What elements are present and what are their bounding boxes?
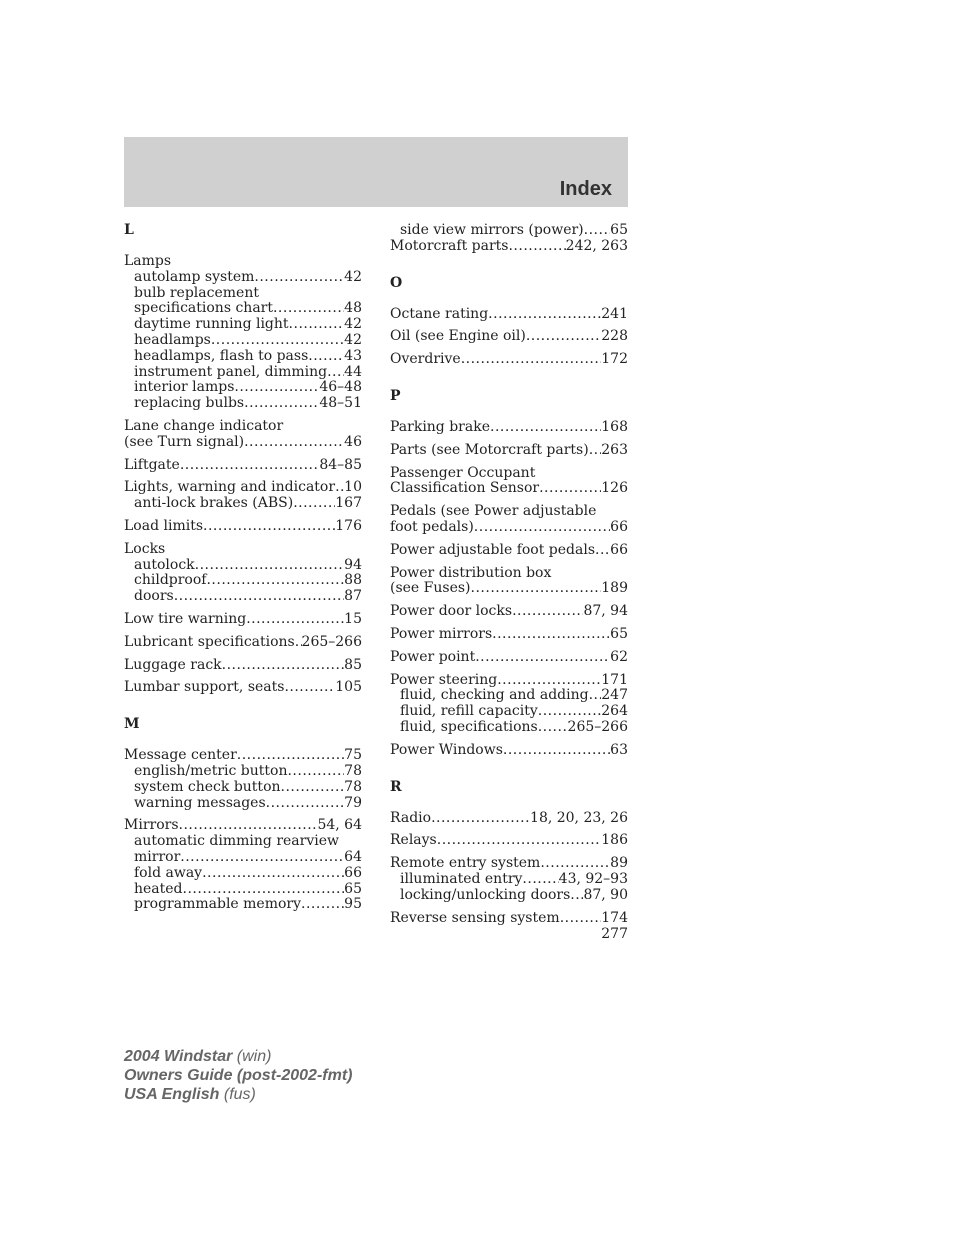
index-term [390,307,628,323]
entry-text: Mirrors [124,817,179,834]
dot-leader [522,872,558,888]
entry-page-ref: 66 [610,518,628,535]
index-subentry [124,558,362,574]
section-letter: P [390,387,401,404]
entry-text: Passenger Occupant [390,464,536,481]
index-subentry [390,223,628,239]
index-term [390,352,628,368]
entry-text: daytime running light [134,316,289,333]
index-subentry [124,333,362,349]
index-subentry [124,850,362,866]
index-subentry [124,396,362,412]
index-term [390,420,628,436]
dot-leader [538,720,568,736]
index-subentry [124,270,362,286]
dot-leader [540,856,610,872]
index-entry [124,612,362,628]
entry-text: system check button [134,778,281,795]
index-entry [390,443,628,459]
dot-leader [475,650,610,666]
entry-text: locking/unlocking doors [400,886,571,903]
dot-leader [526,329,601,345]
dot-leader [281,780,345,796]
letter-gap [124,239,362,254]
section-letter: O [390,274,403,291]
index-subentry [124,496,362,512]
letter-gap [390,292,628,307]
entry-page-ref: 54, 64 [317,817,362,834]
dot-leader [584,223,611,239]
entry-page-ref: 15 [344,610,362,627]
entry-page-ref: 126 [601,480,628,497]
entry-page-ref: 241 [601,305,628,322]
dot-leader [471,581,602,597]
entry-page-ref: 186 [601,832,628,849]
entry-page-ref: 263 [601,441,628,458]
index-term [124,635,362,651]
index-entry [124,519,362,535]
index-entry [390,504,628,536]
entry-page-ref: 265–266 [567,718,628,735]
dot-leader [244,396,319,412]
dot-leader [508,239,565,255]
index-subentry [124,349,362,365]
dot-leader [222,658,345,674]
footer-line-3 [124,1085,352,1104]
index-column-left [124,223,362,920]
dot-leader [284,680,335,696]
dot-leader [589,688,602,704]
dot-leader [273,301,344,317]
dot-leader [237,748,344,764]
entry-page-ref: 94 [344,556,362,573]
index-subentry [124,317,362,333]
dot-leader [492,627,610,643]
entry-text: anti-lock brakes (ABS) [134,495,294,512]
dot-leader [293,496,335,512]
index-entry [124,818,362,913]
entry-text: Lamps [124,253,172,269]
index-term [390,504,628,520]
entry-text: Oil (see Engine oil) [390,328,526,345]
entry-text: Power door locks [390,603,513,620]
entry-page-ref: 62 [610,648,628,665]
dot-leader [512,604,583,620]
index-term [390,604,628,620]
dot-leader [195,558,345,574]
index-term [390,811,628,827]
dot-leader [308,349,344,365]
dot-leader [461,352,602,368]
entry-page-ref: 48 [344,300,362,317]
index-term [124,818,362,834]
entry-page-ref: 88 [344,572,362,589]
index-entry [390,856,628,903]
entry-text: Luggage rack [124,656,222,673]
dot-leader [538,704,602,720]
entry-text: Radio [390,809,432,826]
entry-page-ref: 95 [344,896,362,913]
footer-vehicle-code: (win) [236,1048,272,1065]
entry-text: Low tire warning [124,610,247,627]
index-entry [390,673,628,736]
entry-text: Overdrive [390,351,461,368]
index-term [390,833,628,849]
entry-text: heated [134,880,183,897]
dot-leader [289,317,345,333]
document-footer [124,1047,352,1104]
entry-text: headlamps [134,331,211,348]
dot-leader [490,420,601,436]
entry-text: bulb replacement [134,284,259,301]
dot-leader [560,911,602,927]
entry-page-ref: 79 [344,794,362,811]
dot-leader [437,833,602,849]
entry-text: Power adjustable foot pedals [390,541,596,558]
entry-page-ref: 66 [344,864,362,881]
entry-page-ref: 189 [601,580,628,597]
entry-text: Lubricant specifications [124,633,295,650]
entry-text: Relays [390,832,437,849]
index-entry [124,542,362,605]
dot-leader [497,673,601,689]
index-subentry [124,882,362,898]
entry-text: (see Fuses) [390,580,471,597]
index-subentry [390,688,628,704]
entry-page-ref: 171 [601,671,628,688]
index-term [390,520,628,536]
index-term [124,519,362,535]
index-subentry [390,872,628,888]
dot-leader [431,811,530,827]
dot-leader [266,796,345,812]
entry-page-ref: 87 [344,588,362,605]
entry-page-ref: 228 [601,328,628,345]
footer-line-1 [124,1047,352,1066]
index-term [390,566,628,582]
section-gap [390,262,628,276]
entry-page-ref: 78 [344,778,362,795]
entry-page-ref: 87, 90 [583,886,628,903]
index-entry [390,811,628,827]
dot-leader [180,458,320,474]
entry-page-ref: 64 [344,848,362,865]
index-entry [390,833,628,849]
index-term [390,581,628,597]
dot-leader [335,480,344,496]
index-subentry [390,704,628,720]
entry-page-ref: 43, 92–93 [558,870,628,887]
page-title: Index [559,178,612,200]
entry-page-ref: 42 [344,316,362,333]
entry-text: automatic dimming rearview [134,833,340,850]
entry-text: Parts (see Motorcraft parts) [390,441,589,458]
entry-text: (see Turn signal) [124,433,245,450]
letter-gap [390,796,628,811]
index-subentry [124,589,362,605]
index-entry [390,352,628,368]
index-term [124,419,362,435]
dot-leader [301,897,344,913]
entry-text: fluid, refill capacity [400,703,538,720]
dot-leader [180,850,344,866]
entry-text: foot pedals) [390,518,474,535]
section-gap [390,375,628,389]
letter-gap [124,733,362,748]
index-subentry [124,573,362,589]
entry-text: Classification Sensor [390,480,540,497]
dot-leader [570,888,583,904]
entry-page-ref: 46 [344,433,362,450]
entry-text: headlamps, flash to pass [134,347,309,364]
entry-page-ref: 46–48 [319,379,362,396]
dot-leader [183,882,345,898]
index-subentry [124,780,362,796]
index-term [390,466,628,482]
index-term [390,911,628,927]
entry-text: Motorcraft parts [390,237,509,254]
entry-text: Remote entry system [390,855,541,872]
entry-text: replacing bulbs [134,395,245,412]
index-term [390,673,628,689]
index-entry [390,650,628,666]
entry-text: autolock [134,556,195,573]
letter-gap [390,405,628,420]
dot-leader [595,543,610,559]
index-term [390,443,628,459]
entry-page-ref: 87, 94 [583,603,628,620]
index-term [124,612,362,628]
dot-leader [287,764,344,780]
entry-text: Power mirrors [390,625,493,642]
index-entry [390,420,628,436]
footer-line-2 [124,1066,352,1085]
index-header-band [124,137,628,207]
entry-text: Liftgate [124,456,180,473]
dot-leader [503,743,610,759]
index-entry [390,566,628,598]
entry-page-ref: 10 [344,479,362,496]
dot-leader [589,443,602,459]
entry-page-ref: 168 [601,418,628,435]
entry-text: english/metric button [134,762,288,779]
entry-text: programmable memory [134,896,302,913]
index-term [124,435,362,451]
dot-leader [203,519,335,535]
index-term [390,543,628,559]
index-term [124,480,362,496]
dot-leader [246,612,344,628]
dot-leader [488,307,601,323]
dot-leader [206,573,344,589]
entry-text: illuminated entry [400,870,523,887]
index-subentry [124,365,362,381]
dot-leader [179,818,318,834]
entry-page-ref: 48–51 [319,395,362,412]
entry-text: Power Windows [390,741,503,758]
index-entry [124,419,362,451]
entry-page-ref: 105 [335,679,362,696]
entry-text: Power distribution box [390,564,552,581]
entry-page-ref: 176 [335,517,362,534]
entry-page-ref: 42 [344,331,362,348]
index-entry [390,911,628,927]
entry-page-ref: 85 [344,656,362,673]
entry-text: Power steering [390,671,498,688]
index-entry [124,680,362,696]
index-term [390,329,628,345]
index-term [124,542,362,558]
index-term [390,627,628,643]
entry-page-ref: 174 [601,909,628,926]
entry-page-ref: 167 [335,495,362,512]
index-term [124,748,362,764]
entry-page-ref: 264 [601,703,628,720]
entry-text: mirror [134,848,181,865]
footer-guide: Owners Guide (post-2002-fmt) [124,1067,353,1084]
entry-text: autolamp system [134,268,255,285]
index-subentry [124,866,362,882]
index-subentry [124,796,362,812]
entry-page-ref: 89 [610,855,628,872]
entry-text: interior lamps [134,379,235,396]
dot-leader [174,589,344,605]
entry-text: Locks [124,540,166,557]
entry-page-ref: 75 [344,747,362,764]
footer-language-code: (fus) [223,1086,256,1103]
dot-leader [202,866,344,882]
entry-page-ref: 65 [610,222,628,238]
index-entry [124,748,362,811]
index-subentry [124,834,362,850]
index-entry [390,223,628,255]
entry-text: Message center [124,747,237,764]
index-subentry [124,764,362,780]
entry-text: fluid, checking and adding [400,687,589,704]
index-subentry [390,888,628,904]
entry-page-ref: 42 [344,268,362,285]
entry-text: side view mirrors (power) [400,222,584,238]
index-entry [390,543,628,559]
entry-text: instrument panel, dimming [134,363,328,380]
index-subentry [124,301,362,317]
index-entry [124,254,362,412]
entry-text: Reverse sensing system [390,909,560,926]
index-term [124,680,362,696]
dot-leader [327,365,344,381]
entry-page-ref: 84–85 [319,456,362,473]
dot-leader [254,270,344,286]
dot-leader [234,380,319,396]
entry-page-ref: 43 [344,347,362,364]
index-entry [390,743,628,759]
entry-text: specifications chart [134,300,273,317]
section-letter: L [124,222,134,238]
entry-page-ref: 65 [610,625,628,642]
index-term [390,239,628,255]
entry-page-ref: 63 [610,741,628,758]
dot-leader [539,481,601,497]
dot-leader [474,520,610,536]
index-entry [124,480,362,512]
section-gap [124,703,362,717]
dot-leader [244,435,344,451]
index-entry [390,307,628,323]
entry-text: Lights, warning and indicator [124,479,336,496]
entry-page-ref: 78 [344,762,362,779]
index-subentry [124,897,362,913]
dot-leader [211,333,344,349]
page-number: 277 [601,926,628,942]
index-term [124,254,362,270]
entry-page-ref: 172 [601,351,628,368]
entry-text: Power point [390,648,476,665]
index-entry [390,329,628,345]
entry-page-ref: 265–266 [301,633,362,650]
index-entry [390,466,628,498]
entry-text: warning messages [134,794,266,811]
section-gap [390,766,628,780]
index-term [390,481,628,497]
index-entry [124,635,362,651]
entry-text: Pedals (see Power adjustable [390,503,597,520]
entry-page-ref: 18, 20, 23, 26 [530,809,628,826]
section-letter: M [124,716,140,733]
index-entry [390,627,628,643]
entry-text: fold away [134,864,203,881]
index-entry [124,658,362,674]
entry-text: doors [134,588,174,605]
entry-page-ref: 66 [610,541,628,558]
entry-page-ref: 44 [344,363,362,380]
index-subentry [124,380,362,396]
entry-text: fluid, specifications [400,718,538,735]
index-term [390,743,628,759]
footer-vehicle: 2004 Windstar [124,1048,233,1065]
index-entry [390,604,628,620]
entry-page-ref: 247 [601,687,628,704]
index-term [390,650,628,666]
entry-page-ref: 242, 263 [565,237,628,254]
section-letter: R [390,778,402,795]
entry-text: Lumbar support, seats [124,679,285,696]
footer-language: USA English [124,1086,220,1103]
index-entry [124,458,362,474]
entry-text: Octane rating [390,305,489,322]
entry-page-ref: 65 [344,880,362,897]
dot-leader [295,635,302,651]
index-term [390,856,628,872]
entry-text: Load limits [124,517,204,534]
index-subentry [390,720,628,736]
entry-text: Lane change indicator [124,417,284,434]
entry-text: childproof [134,572,207,589]
index-term [124,658,362,674]
index-term [124,458,362,474]
index-subentry [124,286,362,302]
index-column-right [390,223,628,933]
entry-text: Parking brake [390,418,490,435]
